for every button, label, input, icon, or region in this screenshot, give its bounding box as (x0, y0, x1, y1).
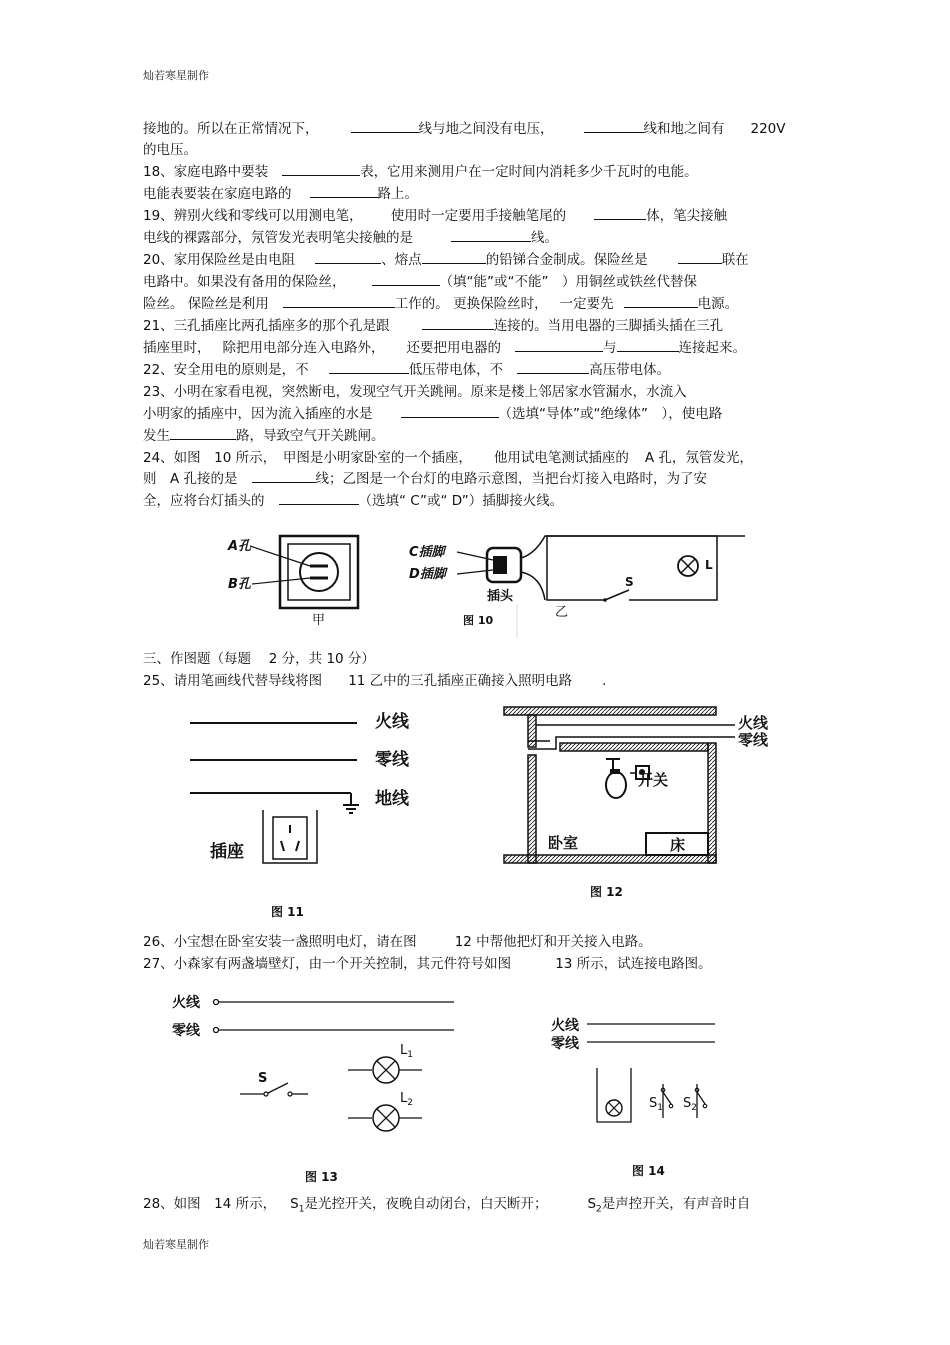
text: 三、作图题（每题 2 分，共 10 分） (143, 651, 375, 667)
socket-box (263, 810, 317, 863)
text-line (143, 227, 818, 249)
text: （选填“导体”或“绝缘体” ），使电路 (498, 406, 723, 422)
text-line (143, 337, 818, 359)
label-s: S (625, 575, 634, 589)
question-23 (143, 381, 818, 403)
text: 24、如图 10 所示， 甲图是小明家卧室的一个插座， (143, 450, 472, 466)
figure-10-jia (220, 528, 370, 628)
blank[interactable] (451, 227, 531, 242)
text: 22、安全用电的原则是，不 (143, 362, 309, 378)
wall-left (528, 755, 536, 863)
text-line (143, 425, 818, 447)
text: 电线的裸露部分，氖管发光表明笔尖接触的是 (143, 230, 413, 246)
text: 1 (298, 1204, 305, 1215)
text-line (143, 271, 818, 293)
question-20 (143, 249, 818, 271)
blank[interactable] (170, 425, 236, 440)
blank[interactable] (310, 183, 378, 198)
text: 体，笔尖接触 (646, 208, 728, 224)
label-c-pin: C插脚 (409, 545, 445, 560)
text: 2 (596, 1204, 602, 1215)
question-24 (143, 447, 818, 469)
text: 高压带电体。 (589, 362, 671, 378)
label-l2 (400, 1091, 413, 1108)
wall-left-top (528, 715, 536, 747)
question-21 (143, 315, 818, 337)
text: 线与地之间没有电压， (418, 121, 554, 137)
text: 2 (691, 1103, 697, 1113)
text: 20、家用保险丝是由电阻 (143, 252, 296, 268)
text: 28、如图 14 所示， (143, 1196, 277, 1212)
label-switch: 开关 (638, 771, 669, 789)
text: 26、小宝想在卧室安装一盏照明电灯，请在图 (143, 934, 417, 950)
blank[interactable] (351, 118, 419, 133)
blank[interactable] (252, 468, 316, 483)
text: 除把用电部分连入电路外， (222, 340, 385, 356)
label-zero: 零线 (375, 750, 409, 770)
text: 工作的。 更换保险丝时， (394, 296, 548, 312)
text: S (649, 1096, 658, 1111)
text: 险丝。 保险丝是利用 (143, 296, 269, 312)
text: 12 中帮他把灯和开关接入电路。 (454, 934, 652, 950)
blank[interactable] (279, 490, 359, 505)
text: 与 (603, 340, 617, 356)
label-bed: 床 (670, 836, 686, 854)
text-line (143, 468, 818, 490)
caption-fig10: 图 10 (463, 614, 494, 627)
switch-s2-icon (697, 1092, 705, 1104)
text: 27、小森家有两盏墙壁灯，由一个开关控制，其元件符号如图 (143, 956, 512, 972)
text: 还要把用电器的 (406, 340, 501, 356)
question-26 (143, 931, 818, 953)
socket-frame (280, 536, 358, 608)
text-line (143, 403, 818, 425)
figure-13 (168, 988, 468, 1128)
text: 路，导致空气开关跳闸。 (236, 428, 385, 444)
text: 的铅锑合金制成。保险丝是 (485, 252, 648, 268)
label-plug: 插头 (487, 589, 514, 604)
text: 他用试电笔测试插座的 (493, 450, 629, 466)
text: 13 所示，试连接电路图。 (555, 956, 712, 972)
question-19 (143, 205, 818, 227)
text: 、熔点 (381, 252, 422, 268)
label-ground: 地线 (375, 789, 409, 809)
text: 电能表要装在家庭电路的 (143, 186, 292, 202)
blank[interactable] (594, 205, 646, 220)
text: S (683, 1096, 692, 1111)
text-line (143, 118, 818, 140)
figure-10-yi (405, 528, 735, 648)
text: 是光控开关，夜晚自动闭台，白天断开； (304, 1196, 548, 1212)
caption-fig12: 图 12 (590, 885, 623, 899)
three-hole-socket-icon (273, 817, 307, 859)
label-s1 (649, 1096, 663, 1113)
question-18 (143, 161, 818, 183)
text: 19、辨别火线和零线可以用测电笔， (143, 208, 363, 224)
text: S (290, 1196, 299, 1212)
text: 全，应将台灯插头的 (143, 493, 265, 509)
label-socket: 插座 (210, 842, 244, 862)
text: 低压带电体，不 (408, 362, 504, 378)
text: （填“能”或“不能” ）用铜丝或铁丝代替保 (439, 274, 697, 290)
text: L (400, 1043, 408, 1058)
label-bedroom: 卧室 (548, 834, 579, 852)
text: 小明家的插座中，因为流入插座的水是 (143, 406, 373, 422)
wall-right (708, 743, 716, 863)
section-3-title (143, 648, 818, 670)
text: 电源。 (697, 296, 739, 312)
text: 联在 (721, 252, 749, 268)
text: . (602, 673, 607, 689)
text: 是声控开关，有声音时自 (601, 1196, 751, 1212)
text: 的电压。 (143, 142, 197, 158)
question-28 (143, 1193, 818, 1221)
blank[interactable] (372, 271, 440, 286)
text: L (400, 1091, 408, 1106)
page-footer: 灿若寒星制作 (143, 1238, 209, 1251)
text: 线；乙图是一个台灯的电路示意图，当把台灯接入电路时，为了安 (315, 471, 708, 487)
label-fire: 火线 (375, 712, 409, 732)
figure-11 (185, 705, 425, 875)
text: 表，它用来测用户在一定时间内消耗多少千瓦时的电能。 (360, 164, 698, 180)
text: 1 (657, 1103, 663, 1113)
figure-14 (545, 1012, 745, 1142)
blank[interactable] (678, 249, 722, 264)
wire-top (521, 536, 745, 558)
text: 插座里时， (143, 340, 211, 356)
text-line (143, 293, 818, 315)
blank[interactable] (517, 359, 589, 374)
label-zero: 零线 (172, 1023, 200, 1039)
text: 220V (750, 121, 786, 137)
blank[interactable] (401, 403, 499, 418)
label-yi: 乙 (555, 605, 569, 620)
blank[interactable] (617, 337, 679, 352)
text: 接地的。所以在正常情况下， (143, 121, 319, 137)
question-22 (143, 359, 818, 381)
blank[interactable] (422, 315, 494, 330)
text: 使用时一定要用手接触笔尾的 (390, 208, 567, 224)
blank[interactable] (584, 118, 644, 133)
caption-fig11: 图 11 (271, 905, 304, 919)
blank[interactable] (315, 249, 381, 264)
figure-12 (500, 703, 790, 873)
blank[interactable] (624, 293, 698, 308)
label-jia: 甲 (312, 613, 326, 628)
text: 线。 (531, 230, 558, 246)
blank[interactable] (329, 359, 409, 374)
blank[interactable] (283, 293, 395, 308)
text: A 孔，氖管发光， (644, 450, 753, 466)
text: S (587, 1196, 597, 1212)
label-a-hole: A孔 (228, 539, 252, 554)
text: 11 乙中的三孔插座正确接入照明电路 (348, 673, 573, 689)
text: 线和地之间有 (643, 121, 725, 137)
text: 路上。 (377, 186, 418, 202)
question-25 (143, 670, 818, 692)
question-27 (143, 953, 818, 975)
blank[interactable] (515, 337, 603, 352)
text-line (143, 139, 818, 161)
socket-face (300, 553, 338, 591)
label-b-hole: B孔 (228, 577, 251, 592)
text: 发生 (143, 428, 170, 444)
page-header: 灿若寒星制作 (143, 69, 209, 82)
label-s2 (683, 1096, 697, 1113)
text: 21、三孔插座比两孔插座多的那个孔是跟 (143, 318, 390, 334)
caption-fig14: 图 14 (632, 1164, 665, 1178)
label-l: L (705, 558, 713, 572)
plug-pins (493, 556, 507, 574)
wire-bottom (521, 572, 545, 600)
label-fire: 火线 (551, 1018, 579, 1034)
label-zero: 零线 (551, 1036, 579, 1052)
text: 一定要先 (559, 296, 614, 312)
text: 连接起来。 (678, 340, 746, 356)
label-fire: 火线 (738, 714, 769, 732)
label-zero: 零线 (738, 731, 769, 749)
text: 1 (407, 1050, 413, 1060)
text: 23、小明在家看电视，突然断电，发现空气开关跳闸。原来是楼上邻居家水管漏水，水流入 (143, 384, 687, 400)
caption-fig13: 图 13 (305, 1170, 338, 1184)
label-l1 (400, 1043, 413, 1060)
label-fire: 火线 (172, 995, 200, 1011)
lamp-icon (606, 772, 626, 798)
text: 电路中。如果没有备用的保险丝， (143, 274, 346, 290)
text: 2 (407, 1098, 413, 1108)
text: 25、请用笔画线代替导线将图 (143, 673, 323, 689)
text: （选填“ C”或“ D”）插脚接火线。 (358, 493, 564, 509)
wall-inner (560, 743, 708, 751)
text: 18、家庭电路中要装 (143, 164, 269, 180)
blank[interactable] (282, 161, 360, 176)
text: 则 A 孔接的是 (143, 471, 238, 487)
text: 连接的。当用电器的三脚插头插在三孔 (493, 318, 724, 334)
switch-s1-icon (663, 1092, 671, 1104)
label-d-pin: D插脚 (409, 567, 446, 582)
wall-bottom (504, 855, 716, 863)
blank[interactable] (422, 249, 486, 264)
text-line (143, 490, 818, 512)
text-line (143, 183, 818, 205)
label-s: S (258, 1071, 268, 1086)
